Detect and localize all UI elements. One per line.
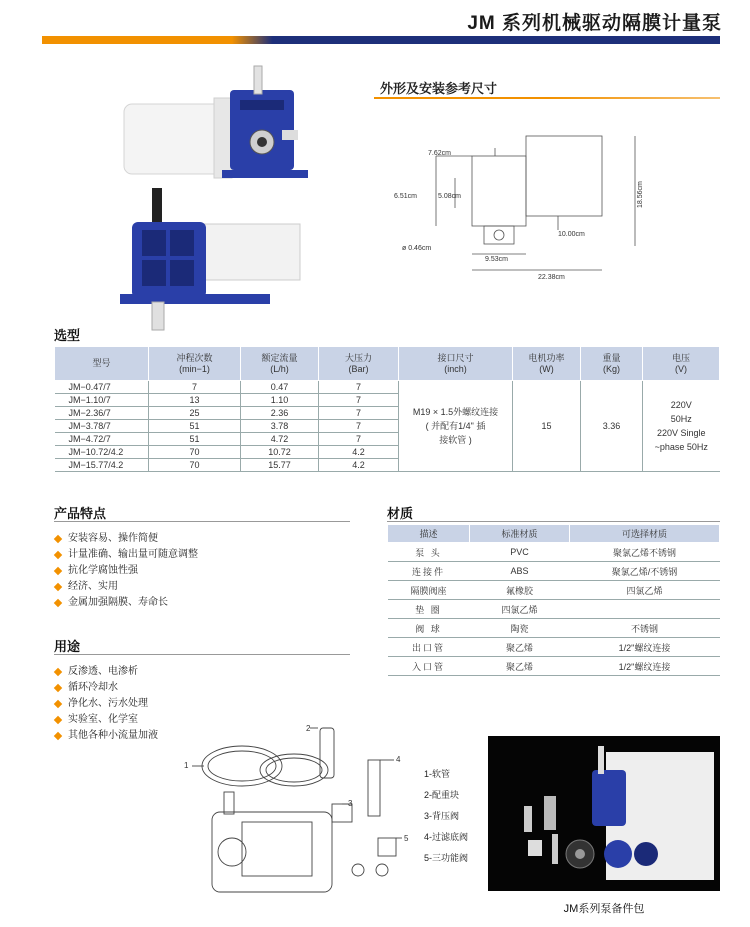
col-header-motor: 电机功率 (W) (513, 347, 581, 381)
list-item: 反渗透、电渗析 (54, 664, 158, 680)
pump-photo-front (118, 186, 308, 334)
dim-label-d6: ø 0.46cm (402, 245, 432, 252)
cell-description: 入口管 (388, 657, 470, 676)
cell-strokes: 70 (149, 459, 241, 472)
bullet-icon (54, 700, 62, 708)
cell-description: 隔膜阀座 (388, 581, 470, 600)
cell-flow: 15.77 (241, 459, 319, 472)
dimensions-rule (374, 97, 720, 99)
dim-label-d5: 18.56cm (637, 181, 644, 208)
table-row (388, 657, 720, 676)
cell-model: JM−2.36/7 (55, 407, 149, 420)
cell-strokes: 70 (149, 446, 241, 459)
cell-flow: 2.36 (241, 407, 319, 420)
cell-flow: 0.47 (241, 381, 319, 394)
cell-standard: 氟橡胶 (470, 581, 570, 600)
page-title: JM 系列机械驱动隔膜计量泵 (467, 13, 722, 34)
cell-flow: 1.10 (241, 394, 319, 407)
list-item: 3-背压阀 (424, 811, 460, 821)
bullet-icon (54, 684, 62, 692)
features-list (54, 531, 198, 611)
list-item: 抗化学腐蚀性强 (54, 563, 198, 579)
dim-label-d2: 6.51cm (394, 193, 417, 200)
accessories-drawing (182, 722, 432, 922)
table-row (388, 543, 720, 562)
materials-rule (387, 521, 720, 522)
list-item: 1-软管 (424, 769, 451, 779)
cell-optional (570, 600, 720, 619)
bullet-icon (54, 535, 62, 543)
cell-model: JM−0.47/7 (55, 381, 149, 394)
table-row (388, 562, 720, 581)
list-item: 金属加强隔膜、寿命长 (54, 595, 198, 611)
cell-pressure: 4.2 (319, 446, 399, 459)
cell-flow: 4.72 (241, 433, 319, 446)
materials-table (387, 524, 720, 676)
cell-optional: 聚氯乙烯/不锈钢 (570, 562, 720, 581)
cell-flow: 3.78 (241, 420, 319, 433)
cell-pressure: 7 (319, 381, 399, 394)
cell-optional: 1/2"螺纹连接 (570, 638, 720, 657)
features-rule (54, 521, 350, 522)
cell-standard: ABS (470, 562, 570, 581)
callout-5: 5 (404, 834, 409, 843)
cell-optional: 聚氯乙烯不锈钢 (570, 543, 720, 562)
list-item: 4-过滤底阀 (424, 832, 469, 842)
list-item: 计量准确、输出量可随意调整 (54, 547, 198, 563)
cell-model: JM−3.78/7 (55, 420, 149, 433)
dim-label-d1: 7.62cm (428, 150, 451, 157)
table-row (388, 600, 720, 619)
cell-weight: 3.36 (581, 381, 643, 472)
selection-table (54, 346, 720, 472)
cell-optional: 1/2"螺纹连接 (570, 657, 720, 676)
title-bar (0, 0, 750, 50)
spare-kit-caption: JM系列泵备件包 (563, 903, 645, 915)
dim-label-d3: 5.08cm (438, 193, 461, 200)
col-header-weight: 重量 (Kg) (581, 347, 643, 381)
col-header-model: 型号 (55, 347, 149, 381)
spare-kit-photo (488, 736, 720, 891)
usage-rule (54, 654, 350, 655)
cell-pressure: 7 (319, 407, 399, 420)
cell-pressure: 4.2 (319, 459, 399, 472)
cell-strokes: 25 (149, 407, 241, 420)
callout-2: 2 (306, 724, 311, 733)
cell-optional: 不锈钢 (570, 619, 720, 638)
dimensions-heading: 外形及安装参考尺寸 (380, 81, 498, 96)
cell-optional: 四氯乙烯 (570, 581, 720, 600)
bullet-icon (54, 732, 62, 740)
cell-strokes: 7 (149, 381, 241, 394)
col-header-flow: 额定流量 (L/h) (241, 347, 319, 381)
cell-motor-power: 15 (513, 381, 581, 472)
list-item: 实验室、化学室 (54, 712, 158, 728)
list-item: 2-配重块 (424, 790, 460, 800)
table-row (388, 619, 720, 638)
cell-description: 连接件 (388, 562, 470, 581)
dim-label-d8: 22.38cm (538, 274, 565, 281)
cell-model: JM−10.72/4.2 (55, 446, 149, 459)
cell-connection: M19 × 1.5外螺纹连接 ( 并配有1/4" 插 接软管 ) (399, 381, 513, 472)
bullet-icon (54, 567, 62, 575)
cell-model: JM−4.72/7 (55, 433, 149, 446)
cell-standard: PVC (470, 543, 570, 562)
features-title: 产品特点 (54, 506, 107, 521)
bullet-icon (54, 668, 62, 676)
callout-1: 1 (184, 761, 189, 770)
selection-header-row (55, 347, 720, 381)
pump-photo-side (118, 60, 328, 190)
col-header-pressure: 大压力 (Bar) (319, 347, 399, 381)
cell-voltage: 220V 50Hz 220V Single ~phase 50Hz (643, 381, 720, 472)
cell-strokes: 51 (149, 433, 241, 446)
materials-title: 材质 (387, 506, 414, 521)
callout-4: 4 (396, 755, 401, 764)
list-item: 循环冷却水 (54, 680, 158, 696)
list-item: 经济、实用 (54, 579, 198, 595)
materials-header-row (388, 525, 720, 543)
cell-standard: 聚乙烯 (470, 657, 570, 676)
cell-standard: 四氯乙烯 (470, 600, 570, 619)
list-item: 净化水、污水处理 (54, 696, 158, 712)
usage-title: 用途 (54, 639, 81, 654)
usage-list (54, 664, 158, 744)
cell-flow: 10.72 (241, 446, 319, 459)
cell-standard: 陶瓷 (470, 619, 570, 638)
title-rule (42, 36, 720, 44)
callout-3: 3 (348, 799, 353, 808)
bullet-icon (54, 716, 62, 724)
col-header-strokes: 冲程次数 (min−1) (149, 347, 241, 381)
bullet-icon (54, 599, 62, 607)
table-row (55, 381, 720, 394)
list-item: 安装容易、操作简便 (54, 531, 198, 547)
col-header-description: 描述 (388, 525, 470, 543)
cell-description: 出口管 (388, 638, 470, 657)
cell-strokes: 51 (149, 420, 241, 433)
dimension-drawing (380, 118, 660, 288)
cell-description: 泵 头 (388, 543, 470, 562)
cell-pressure: 7 (319, 433, 399, 446)
cell-pressure: 7 (319, 394, 399, 407)
cell-model: JM−1.10/7 (55, 394, 149, 407)
list-item: 5-三功能阀 (424, 853, 469, 863)
table-row (388, 581, 720, 600)
dim-label-d7: 9.53cm (485, 256, 508, 263)
table-row (388, 638, 720, 657)
col-header-connection: 接口尺寸 (inch) (399, 347, 513, 381)
col-header-standard: 标准材质 (470, 525, 570, 543)
cell-description: 阀 球 (388, 619, 470, 638)
cell-standard: 聚乙烯 (470, 638, 570, 657)
list-item: 其他各种小流量加液 (54, 728, 158, 744)
spare-kit-image (488, 736, 720, 891)
cell-model: JM−15.77/4.2 (55, 459, 149, 472)
accessories-labels (424, 764, 468, 869)
bullet-icon (54, 551, 62, 559)
bullet-icon (54, 583, 62, 591)
col-header-voltage: 电压 (V) (643, 347, 720, 381)
cell-description: 垫 圈 (388, 600, 470, 619)
cell-pressure: 7 (319, 420, 399, 433)
col-header-optional: 可选择材质 (570, 525, 720, 543)
cell-strokes: 13 (149, 394, 241, 407)
selection-title: 选型 (54, 328, 81, 343)
dim-label-d4: 10.00cm (558, 231, 585, 238)
